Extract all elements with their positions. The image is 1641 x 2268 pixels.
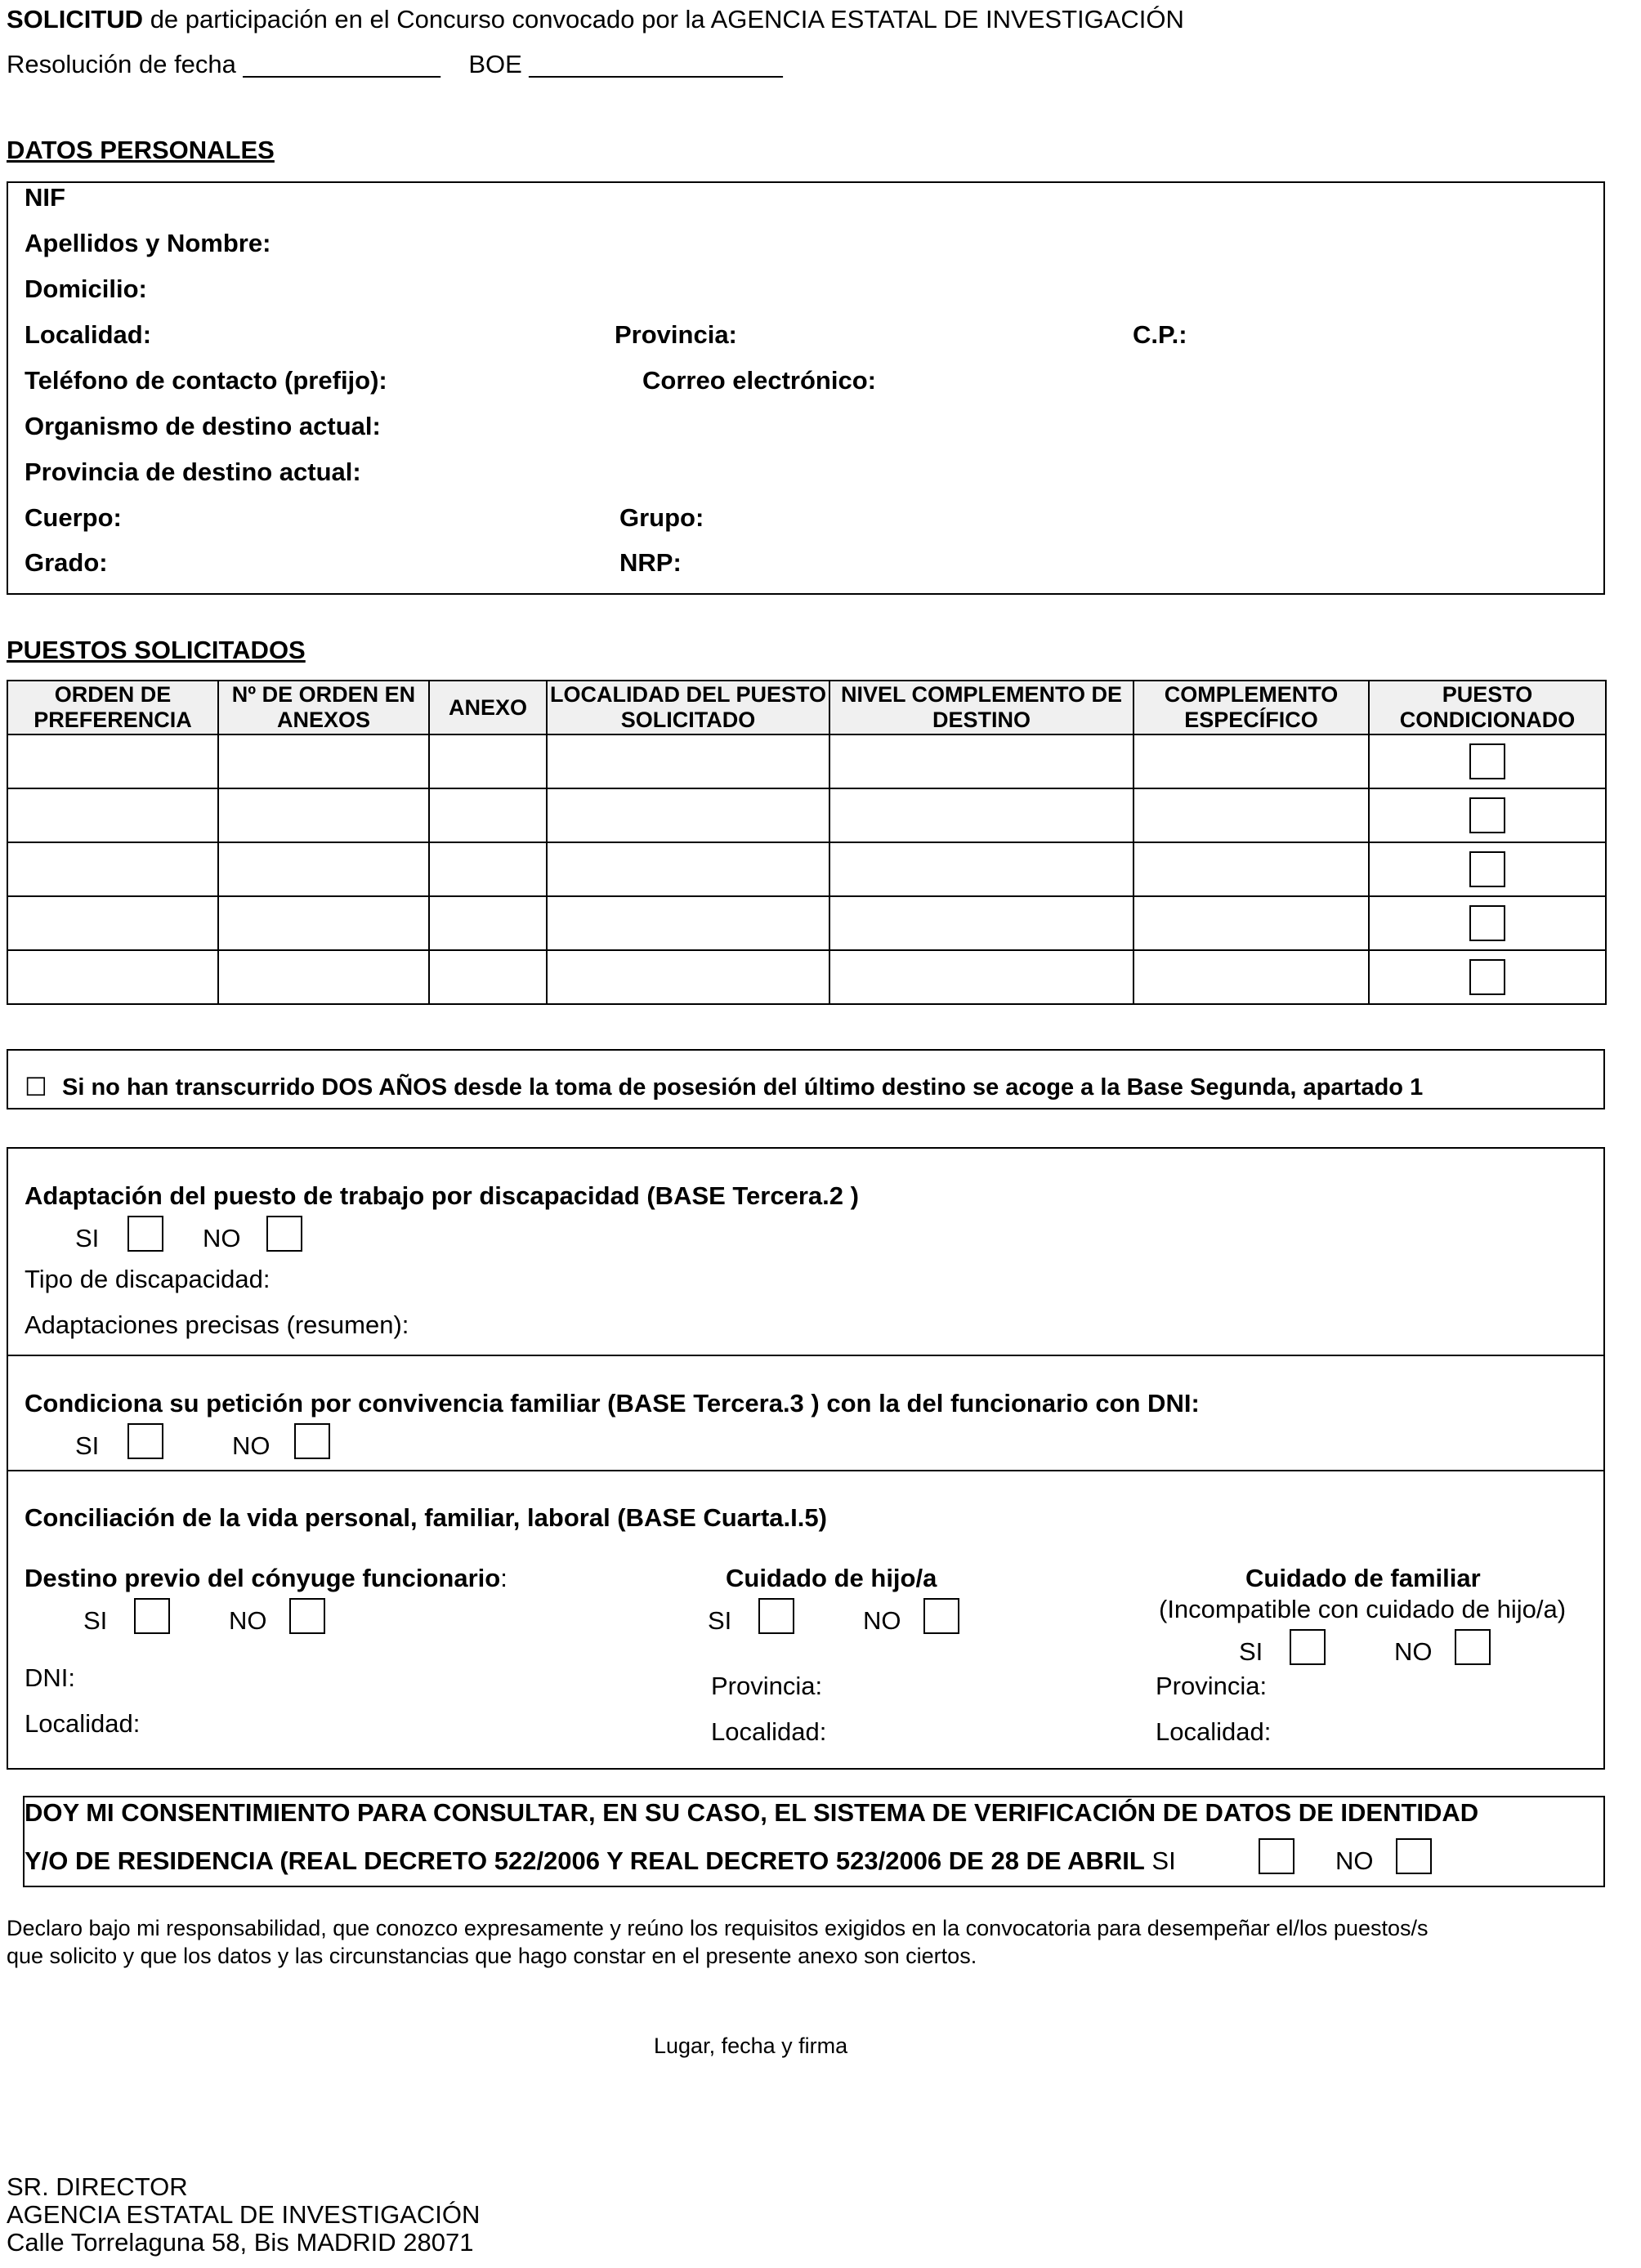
firma-label: Lugar, fecha y firma [654, 2034, 848, 2058]
consentimiento-no-label: NO [1335, 1846, 1374, 1875]
consentimiento-si-label: SI [1151, 1846, 1176, 1875]
table-row [7, 896, 1606, 950]
cuerpo-label: Cuerpo: [25, 503, 122, 532]
destinatario-line1: SR. DIRECTOR [7, 2172, 188, 2201]
familiar-localidad-label: Localidad: [1156, 1717, 1272, 1746]
adaptaciones-label: Adaptaciones precisas (resumen): [25, 1310, 409, 1339]
consentimiento-si-checkbox[interactable] [1259, 1838, 1294, 1874]
familiar-no-label: NO [1394, 1637, 1433, 1666]
conyuge-title [25, 1564, 508, 1593]
convivencia-title: Condiciona su petición por convivencia familiar (BASE Tercera.3 ) con la del funcionario con DNI: [25, 1389, 1200, 1418]
col-anexo: ANEXO [429, 681, 547, 734]
hijo-no-checkbox[interactable] [923, 1598, 959, 1634]
table-header-row [7, 681, 1606, 734]
nivel-cell[interactable] [829, 896, 1133, 950]
conyuge-no-label: NO [229, 1606, 267, 1635]
conyuge-localidad-label: Localidad: [25, 1709, 141, 1738]
condicionado-cell [1369, 896, 1606, 950]
anexo-cell[interactable] [429, 950, 547, 1004]
dos-anos-text: Si no han transcurrido DOS AÑOS desde la toma de posesión del último destino se acoge a la Base Segunda, apartado 1 [62, 1074, 1424, 1101]
dos-anos-checkbox-icon[interactable]: ☐ [25, 1073, 47, 1101]
conyuge-title-text: Destino previo del cónyuge funcionario [25, 1564, 501, 1592]
hijo-si-label: SI [708, 1606, 732, 1635]
form-title-rest: de participación en el Concurso convocado por la AGENCIA ESTATAL DE INVESTIGACIÓN [150, 5, 1184, 33]
grado-label: Grado: [25, 548, 108, 577]
orden-cell[interactable] [7, 950, 218, 1004]
familiar-title: Cuidado de familiar [1245, 1564, 1481, 1592]
anexo-cell[interactable] [429, 734, 547, 788]
anexo-cell[interactable] [429, 896, 547, 950]
orden-cell[interactable] [7, 788, 218, 842]
cp-label: C.P.: [1133, 320, 1187, 349]
adaptacion-si-label: SI [75, 1224, 100, 1252]
complemento-cell[interactable] [1133, 896, 1369, 950]
localidad-label: Localidad: [25, 320, 152, 349]
complemento-cell[interactable] [1133, 788, 1369, 842]
condicionado-cell [1369, 734, 1606, 788]
destinatario-line3: Calle Torrelaguna 58, Bis MADRID 28071 [7, 2228, 474, 2257]
familiar-subtitle: (Incompatible con cuidado de hijo/a) [1159, 1595, 1567, 1623]
conyuge-dni-label: DNI: [25, 1663, 75, 1692]
resolution-line: Resolución de fecha ______________ BOE __________________ [7, 50, 783, 78]
complemento-cell[interactable] [1133, 734, 1369, 788]
section-title-personal: DATOS PERSONALES [7, 136, 275, 164]
condicionado-checkbox[interactable] [1469, 959, 1505, 995]
adaptacion-no-label: NO [203, 1224, 241, 1252]
condicionado-checkbox[interactable] [1469, 851, 1505, 887]
table-row [7, 950, 1606, 1004]
table-row [7, 842, 1606, 896]
nivel-cell[interactable] [829, 734, 1133, 788]
condicionado-checkbox[interactable] [1469, 743, 1505, 779]
domicilio-label: Domicilio: [25, 275, 147, 303]
condicionado-checkbox[interactable] [1469, 797, 1505, 833]
grupo-label: Grupo: [619, 503, 704, 532]
orden-cell[interactable] [7, 896, 218, 950]
conyuge-si-label: SI [83, 1606, 108, 1635]
puestos-table [7, 680, 1607, 1005]
localidad-cell[interactable] [547, 788, 829, 842]
nivel-cell[interactable] [829, 950, 1133, 1004]
orden-cell[interactable] [7, 842, 218, 896]
declaracion-line1: Declaro bajo mi responsabilidad, que conozco expresamente y reúno los requisitos exigidos en la convocatoria para desempeñar el/los puestos/s [7, 1916, 1429, 1940]
tipo-discapacidad-label: Tipo de discapacidad: [25, 1265, 271, 1293]
localidad-cell[interactable] [547, 734, 829, 788]
condicionado-cell [1369, 842, 1606, 896]
divider [7, 1470, 1605, 1471]
numero-cell[interactable] [218, 734, 429, 788]
numero-cell[interactable] [218, 788, 429, 842]
adaptacion-no-checkbox[interactable] [266, 1216, 302, 1252]
localidad-cell[interactable] [547, 950, 829, 1004]
table-row [7, 788, 1606, 842]
provincia-destino-label: Provincia de destino actual: [25, 458, 361, 486]
consentimiento-line2: Y/O DE RESIDENCIA (REAL DECRETO 522/2006 Y REAL DECRETO 523/2006 DE 28 DE ABRIL [25, 1846, 1145, 1875]
consentimiento-no-checkbox[interactable] [1396, 1838, 1432, 1874]
col-localidad: LOCALIDAD DEL PUESTO SOLICITADO [547, 681, 829, 734]
hijo-provincia-label: Provincia: [711, 1672, 823, 1700]
hijo-no-label: NO [863, 1606, 901, 1635]
correo-label: Correo electrónico: [642, 366, 876, 395]
hijo-localidad-label: Localidad: [711, 1717, 827, 1746]
col-orden-preferencia: ORDEN DE PREFERENCIA [7, 681, 218, 734]
condicionado-cell [1369, 788, 1606, 842]
complemento-cell[interactable] [1133, 842, 1369, 896]
localidad-cell[interactable] [547, 896, 829, 950]
convivencia-no-checkbox[interactable] [294, 1423, 330, 1459]
section-title-puestos: PUESTOS SOLICITADOS [7, 636, 306, 664]
divider [7, 1355, 1605, 1356]
destinatario-line2: AGENCIA ESTATAL DE INVESTIGACIÓN [7, 2200, 481, 2229]
col-puesto-condicionado: PUESTO CONDICIONADO [1369, 681, 1606, 734]
anexo-cell[interactable] [429, 788, 547, 842]
familiar-no-checkbox[interactable] [1455, 1629, 1491, 1665]
hijo-si-checkbox[interactable] [758, 1598, 794, 1634]
condicionado-checkbox[interactable] [1469, 905, 1505, 941]
numero-cell[interactable] [218, 842, 429, 896]
col-nivel-complemento: NIVEL COMPLEMENTO DE DESTINO [829, 681, 1133, 734]
anexo-cell[interactable] [429, 842, 547, 896]
table-row [7, 734, 1606, 788]
organismo-label: Organismo de destino actual: [25, 412, 381, 440]
orden-cell[interactable] [7, 734, 218, 788]
nivel-cell[interactable] [829, 788, 1133, 842]
localidad-cell[interactable] [547, 842, 829, 896]
adaptacion-si-checkbox[interactable] [127, 1216, 163, 1252]
nivel-cell[interactable] [829, 842, 1133, 896]
familiar-si-checkbox[interactable] [1290, 1629, 1326, 1665]
col-numero-orden: Nº DE ORDEN EN ANEXOS [218, 681, 429, 734]
declaracion-line2: que solicito y que los datos y las circunstancias que hago constar en el presente anexo son ciertos. [7, 1944, 977, 1968]
convivencia-si-label: SI [75, 1431, 100, 1460]
familiar-provincia-label: Provincia: [1156, 1672, 1268, 1700]
convivencia-si-checkbox[interactable] [127, 1423, 163, 1459]
consentimiento-line1: DOY MI CONSENTIMIENTO PARA CONSULTAR, EN SU CASO, EL SISTEMA DE VERIFICACIÓN DE DATOS DE IDENTIDAD [25, 1798, 1479, 1827]
consentimiento-line2-row [25, 1846, 1176, 1876]
conyuge-title-colon: : [500, 1564, 508, 1592]
nombre-label: Apellidos y Nombre: [25, 229, 271, 257]
condicionado-cell [1369, 950, 1606, 1004]
provincia-label: Provincia: [615, 320, 737, 349]
form-title [7, 5, 1184, 34]
complemento-cell[interactable] [1133, 950, 1369, 1004]
form-title-bold: SOLICITUD [7, 5, 144, 33]
nif-label: NIF [25, 183, 65, 212]
telefono-label: Teléfono de contacto (prefijo): [25, 366, 387, 395]
numero-cell[interactable] [218, 950, 429, 1004]
conciliacion-title: Conciliación de la vida personal, familiar, laboral (BASE Cuarta.I.5) [25, 1503, 827, 1532]
nrp-label: NRP: [619, 548, 682, 577]
adaptacion-title: Adaptación del puesto de trabajo por discapacidad (BASE Tercera.2 ) [25, 1181, 859, 1210]
convivencia-no-label: NO [232, 1431, 271, 1460]
familiar-si-label: SI [1239, 1637, 1263, 1666]
numero-cell[interactable] [218, 896, 429, 950]
conyuge-no-checkbox[interactable] [289, 1598, 325, 1634]
hijo-title: Cuidado de hijo/a [726, 1564, 937, 1592]
conyuge-si-checkbox[interactable] [134, 1598, 170, 1634]
col-complemento-especifico: COMPLEMENTO ESPECÍFICO [1133, 681, 1369, 734]
